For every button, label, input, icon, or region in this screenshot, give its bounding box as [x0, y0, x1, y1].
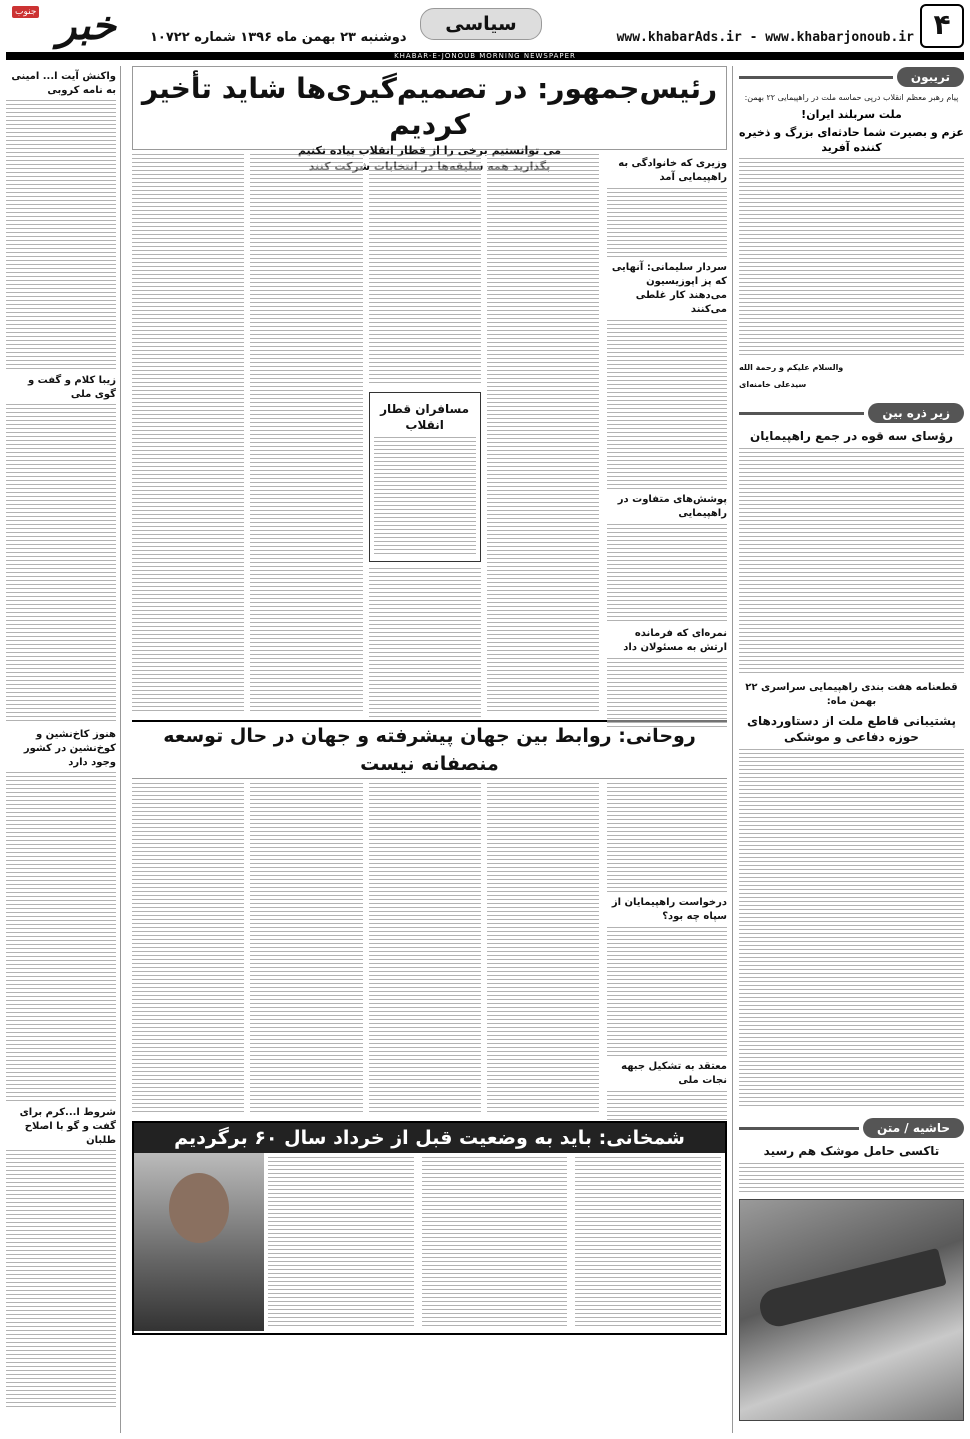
- shamkhani-inner: [134, 1153, 725, 1331]
- side-news-1-text: [607, 188, 727, 258]
- logo-subtitle: جنوب: [12, 6, 39, 18]
- tribune-bar: [739, 76, 893, 79]
- quote-box: [369, 392, 481, 562]
- rouhani-col-2: [369, 783, 481, 1113]
- left-column: [6, 66, 121, 1433]
- zir-title: رؤسای سه قوه در جمع راهپیمایان: [749, 429, 953, 443]
- side-news-3-text: [607, 524, 727, 624]
- tribune-label: تریبون: [897, 67, 964, 87]
- main-subtitle-2: بگذارید همه سلیقه‌ها در انتخابات شرکت کنند: [308, 160, 551, 173]
- main-article-col-1: [487, 154, 599, 714]
- newspaper-logo: [6, 2, 116, 54]
- hashie-body-text: [739, 1163, 964, 1193]
- main-subtitle-1: می توانستیم برخی را از قطار انقلاب پیاده نکنیم: [297, 144, 562, 157]
- rouhani-col-3-text: [250, 783, 362, 1113]
- tribune-lead: پیام رهبر معظم انقلاب درپی حماسه ملت در راهپیمایی ۲۲ بهمن:: [744, 93, 959, 102]
- side-news-x-text: [607, 783, 727, 893]
- side-news-column: [607, 154, 727, 714]
- zir-bar: [739, 412, 864, 415]
- logo-text: خبر: [57, 2, 116, 49]
- zir2-title: پشتیبانی قاطع ملت از دستاوردهای حوزه دفاعی و موشکی: [747, 714, 956, 744]
- rouhani-col-4: [132, 783, 244, 1113]
- main-article-col-4: [132, 154, 244, 714]
- shamkhani-portrait: [134, 1153, 264, 1331]
- main-column: [132, 66, 727, 1433]
- rouhani-area: [132, 783, 727, 1113]
- shamkhani-text: [571, 1153, 725, 1331]
- left-news-4: شروط ا...کرم برای گفت و گو با اصلاح طلبان: [19, 1107, 116, 1146]
- page-number: ۴: [920, 4, 964, 48]
- section-title: سیاسی: [420, 8, 542, 40]
- shamkhani-text-lines-3: [268, 1157, 414, 1327]
- header-strip-text: KHABAR-E-JONOUB MORNING NEWSPAPER: [394, 52, 576, 60]
- left-news-4-text: [6, 1150, 116, 1410]
- left-news-2: زیبا کلام و گفت و گوی ملی: [27, 375, 116, 400]
- shamkhani-text-3: [264, 1153, 418, 1331]
- left-news-3-text: [6, 772, 116, 1102]
- left-news-1-text: [6, 100, 116, 370]
- side-news-5: درخواست راهپیمایان از سپاه چه بود؟: [611, 897, 727, 922]
- zir-body-text: [739, 448, 964, 673]
- zir-label: زیر ذره بین: [868, 403, 964, 423]
- hashie-title: تاکسی حامل موشک هم رسید: [763, 1144, 940, 1158]
- main-col-1-text: [487, 154, 599, 714]
- tribune-name: سیدعلی خامنه‌ای: [739, 380, 807, 389]
- zir-header: [739, 402, 964, 424]
- main-article-col-3: [250, 154, 362, 714]
- side-news-3: پوشش‌های متفاوت در راهپیمایی: [617, 494, 727, 519]
- shamkhani-headline: شمخانی: باید به وضعیت قبل از خرداد سال ۶۰ برگردیم: [134, 1123, 725, 1153]
- side-news-1: وزیری که خانوادگی به راهپیمایی آمد: [618, 158, 727, 183]
- hashie-bar: [739, 1127, 859, 1130]
- tribune-title-2: عزم و بصیرت شما حادثه‌ای بزرگ و ذخیره کننده آفرید: [739, 126, 964, 154]
- quote-text: [374, 437, 476, 557]
- main-article-col-2: [369, 154, 481, 714]
- side-news-4-text: [607, 658, 727, 728]
- left-news-2-text: [6, 404, 116, 724]
- zir2-lead: قطعنامه هفت بندی راهپیمایی سراسری ۲۲ بهمن ماه:: [745, 682, 958, 707]
- tribune-sign: والسلام علیکم و رحمة الله: [739, 363, 844, 372]
- zir2-body-text: [739, 749, 964, 1109]
- rouhani-col-3: [250, 783, 362, 1113]
- main-top-area: [132, 154, 727, 714]
- tribune-body-text: [739, 158, 964, 358]
- page-header: [0, 0, 970, 60]
- tribune-header: [739, 66, 964, 88]
- rouhani-col-1: [487, 783, 599, 1113]
- side-news-2-text: [607, 320, 727, 490]
- side-news-column-2: [607, 783, 727, 1113]
- issue-date: دوشنبه ۲۳ بهمن ماه ۱۳۹۶ شماره ۱۰۷۲۲: [150, 30, 407, 45]
- shamkhani-text-lines-2: [422, 1157, 568, 1327]
- rouhani-columns: [132, 783, 599, 1113]
- main-col-4-text: [132, 154, 244, 714]
- rouhani-col-1-text: [487, 783, 599, 1113]
- left-news-1: واکنش آیت ا... امینی به نامه کروبی: [11, 71, 116, 96]
- main-col-2-text: [369, 154, 481, 384]
- main-col-2-text-b: [369, 568, 481, 718]
- hashie-label: حاشیه / متن: [863, 1118, 964, 1138]
- hashie-header: [739, 1117, 964, 1139]
- rouhani-col-4-text: [132, 783, 244, 1113]
- main-article-columns: [132, 154, 599, 714]
- rouhani-headline: روحانی: روابط بین جهان پیشرفته و جهان در حال توسعه منصفانه نیست: [132, 720, 727, 779]
- shamkhani-box: [132, 1121, 727, 1335]
- missile-taxi-photo: [739, 1199, 964, 1421]
- side-news-6: معتقد به تشکیل جبهه نجات ملی: [621, 1061, 727, 1086]
- main-col-3-text: [250, 154, 362, 714]
- tribune-title-1: ملت سربلند ایران!: [801, 108, 902, 121]
- side-news-5-text: [607, 927, 727, 1057]
- side-news-2: سردار سلیمانی: آنهایی که پز اپوزیسیون می‌دهند کار غلطی می‌کنند: [611, 262, 727, 315]
- main-headline: رئیس‌جمهور: در تصمیم‌گیری‌ها شاید تأخیر کردیم: [141, 72, 718, 141]
- shamkhani-text-lines: [575, 1157, 721, 1327]
- rouhani-col-2-text: [369, 783, 481, 1113]
- shamkhani-text-2: [418, 1153, 572, 1331]
- website-urls: www.khabarAds.ir - www.khabarjonoub.ir: [616, 30, 914, 45]
- quote-title: مسافران قطار انقلاب: [380, 402, 470, 432]
- right-column: [732, 66, 964, 1433]
- left-news-3: هنوز کاخ‌نشین و کوخ‌نشین در کشور وجود دارد: [23, 729, 116, 768]
- side-news-4: نمره‌ای که فرمانده ارتش به مسئولان داد: [623, 628, 727, 653]
